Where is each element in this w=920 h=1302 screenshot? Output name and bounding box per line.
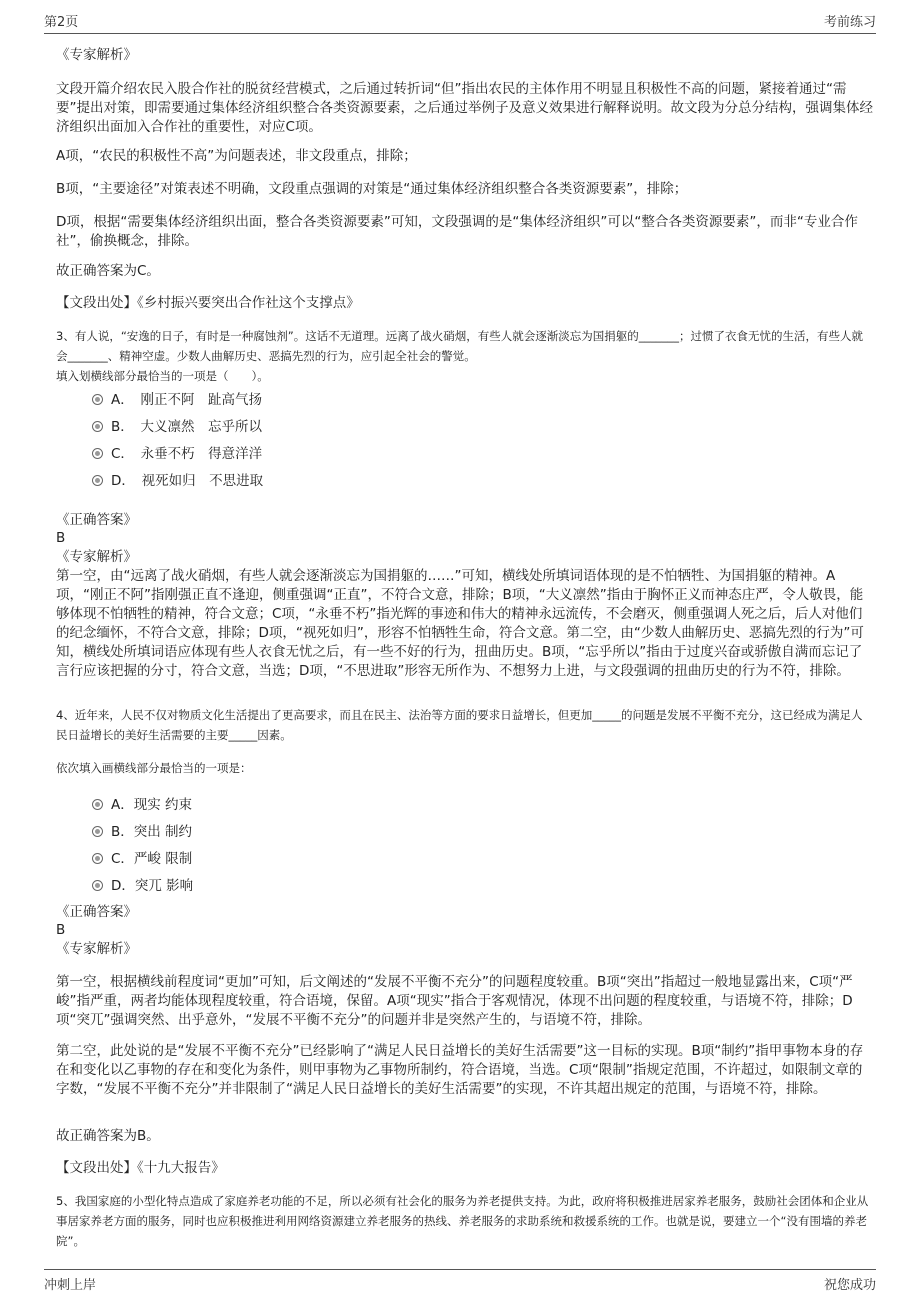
q4-option-b-label: B．突出 制约 (111, 824, 193, 840)
q3-stem: 3、有人说，“安逸的日子，有时是一种腐蚀剂”。这话不无道理。远离了战火硝烟，有些人就会逐渐淡忘为国捐躯的_______；过惯了衣食无忧的生活，有些人就会_______、精神空虚。少数人曲解历史、恶搞先烈的行为，应引起全社会的警觉。 (56, 329, 863, 363)
radio-icon[interactable] (92, 475, 103, 486)
q2-answer: 故正确答案为C。 (56, 263, 160, 279)
q2-option-a-note: A项，“农民的积极性不高”为问题表述，非文段重点，排除； (56, 148, 417, 164)
q4-answer-label: 《正确答案》 (56, 904, 137, 920)
q2-analysis: 文段开篇介绍农民入股合作社的脱贫经营模式，之后通过转折词“但”指出农民的主体作用不明显且积极性不高的问题，紧接着通过“需要”提出对策，即需要通过集体经济组织整合各类资源要素，之后通过举例子及意义效果进行解释说明。故文段为分总分结构，强调集体经济组织出面加入合作社的重要性，对应C项。 (56, 81, 873, 135)
header-title: 考前练习 (823, 15, 876, 30)
q2-source: 【文段出处】《乡村振兴要突出合作社这个支撑点》 (56, 295, 360, 311)
footer-left: 冲刺上岸 (44, 1278, 97, 1293)
q4-analysis-label: 《专家解析》 (56, 941, 137, 957)
q4-prompt: 依次填入画横线部分最恰当的一项是： (56, 761, 252, 775)
q5-stem: 5、我国家庭的小型化特点造成了家庭养老功能的不足，所以必须有社会化的服务为养老提供支持。为此，政府将积极推进居家养老服务，鼓励社会团体和企业从事居家养老方面的服务，同时也应积极推进利用网络资源建立养老服务的热线、养老服务的求助系统和救援系统的工作。也就是说，要建立一个“没有围墙的养老院”。 (56, 1194, 869, 1248)
q4-option-b[interactable] (92, 820, 192, 840)
q4-stem: 4、近年来，人民不仅对物质文化生活提出了更高要求，而且在民主、法治等方面的要求日益增长，但更加_____的问题是发展不平衡不充分，这已经成为满足人民日益增长的美好生活需要的主要_____因素。 (56, 708, 863, 742)
q4-analysis-1: 第一空，根据横线前程度词“更加”可知，后文阐述的“发展不平衡不充分”的问题程度较重。B项“突出”指超过一般地显露出来，C项“严峻”指严重，两者均能体现程度较重，符合语境，保留。A项“现实”指合于客观情况，体现不出问题的程度较重，与语境不符，排除；D项“突兀”强调突然、出乎意外，“发展不平衡不充分”的问题并非是突然产生的，与语境不符，排除。 (56, 974, 853, 1028)
page-number: 第2页 (44, 15, 79, 30)
q4-source: 【文段出处】《十九大报告》 (56, 1160, 225, 1176)
q4-option-d[interactable] (92, 874, 193, 894)
q4-option-a-label: A．现实 约束 (111, 797, 193, 813)
q2-option-b-note: B项，“主要途径”对策表述不明确，文段重点强调的对策是“通过集体经济组织整合各类资源要素”，排除； (56, 181, 688, 197)
q3-option-d-label: D． 视死如归 不思进取 (111, 473, 264, 489)
q3-prompt: 填入划横线部分最恰当的一项是（ ）。 (56, 369, 269, 383)
radio-icon[interactable] (92, 826, 103, 837)
q4-option-a[interactable] (92, 793, 192, 813)
page-header (44, 6, 876, 34)
q3-option-a-label: A． 刚正不阿 趾高气扬 (111, 392, 262, 408)
radio-icon[interactable] (92, 853, 103, 864)
q4-analysis-2: 第二空，此处说的是“发展不平衡不充分”已经影响了“满足人民日益增长的美好生活需要”这一目标的实现。B项“制约”指甲事物本身的存在和变化以乙事物的存在和变化为条件，则甲事物为乙事物所制约，符合语境，当选。C项“限制”指规定范围，不许超过，如限制文章的字数，“发展不平衡不充分”并非限制了“满足人民日益增长的美好生活需要”的实现，不许其超出规定的范围，与语境不符，排除。 (56, 1043, 864, 1097)
q4-option-d-label: D．突兀 影响 (111, 878, 194, 894)
q3-option-c[interactable] (92, 442, 262, 462)
q4-option-c[interactable] (92, 847, 192, 867)
radio-icon[interactable] (92, 421, 103, 432)
q3-answer-label: 《正确答案》 (56, 512, 137, 528)
q4-option-c-label: C．严峻 限制 (111, 851, 193, 867)
q3-option-b-label: B． 大义凛然 忘乎所以 (111, 419, 263, 435)
q3-answer: B (56, 530, 66, 546)
page-footer (44, 1269, 876, 1293)
radio-icon[interactable] (92, 448, 103, 459)
q3-analysis-label: 《专家解析》 (56, 549, 137, 565)
q4-answer: B (56, 922, 66, 938)
q3-option-b[interactable] (92, 415, 262, 435)
q3-analysis: 第一空，由“远离了战火硝烟，有些人就会逐渐淡忘为国捐躯的……”可知，横线处所填词语体现的是不怕牺牲、为国捐躯的精神。A项，“刚正不阿”指刚强正直不逢迎，侧重强调“正直”，不符合文意，排除；B项，“大义凛然”指由于胸怀正义而神态庄严，令人敬畏，能够体现不怕牺牲的精神，符合文意；C项，“永垂不朽”指光辉的事迹和伟大的精神永远流传，不会磨灭，侧重强调人死之后，后人对他们的纪念缅怀，不符合文意，排除；D项，“视死如归”，形容不怕牺牲生命，符合文意。第二空，由“少数人曲解历史、恶搞先烈的行为”可知，横线处所填词语应体现有些人衣食无忧之后，有一些不好的行为，扭曲历史。B项，“忘乎所以”指由于过度兴奋或骄傲自满而忘记了言行应该把握的分寸，符合文意，当选；D项，“不思进取”形容无所作为、不想努力上进，与文段强调的扭曲历史的行为不符，排除。 (56, 568, 864, 679)
q3-option-a[interactable] (92, 388, 262, 408)
radio-icon[interactable] (92, 799, 103, 810)
q3-option-c-label: C． 永垂不朽 得意洋洋 (111, 446, 263, 462)
q2-option-d-note: D项，根据“需要集体经济组织出面，整合各类资源要素”可知，文段强调的是“集体经济组织”可以“整合各类资源要素”，而非“专业合作社”，偷换概念，排除。 (56, 214, 858, 249)
footer-right: 祝您成功 (823, 1278, 876, 1293)
q2-analysis-label: 《专家解析》 (56, 47, 137, 63)
q4-answer-text: 故正确答案为B。 (56, 1128, 160, 1144)
radio-icon[interactable] (92, 394, 103, 405)
radio-icon[interactable] (92, 880, 103, 891)
q3-option-d[interactable] (92, 469, 263, 489)
